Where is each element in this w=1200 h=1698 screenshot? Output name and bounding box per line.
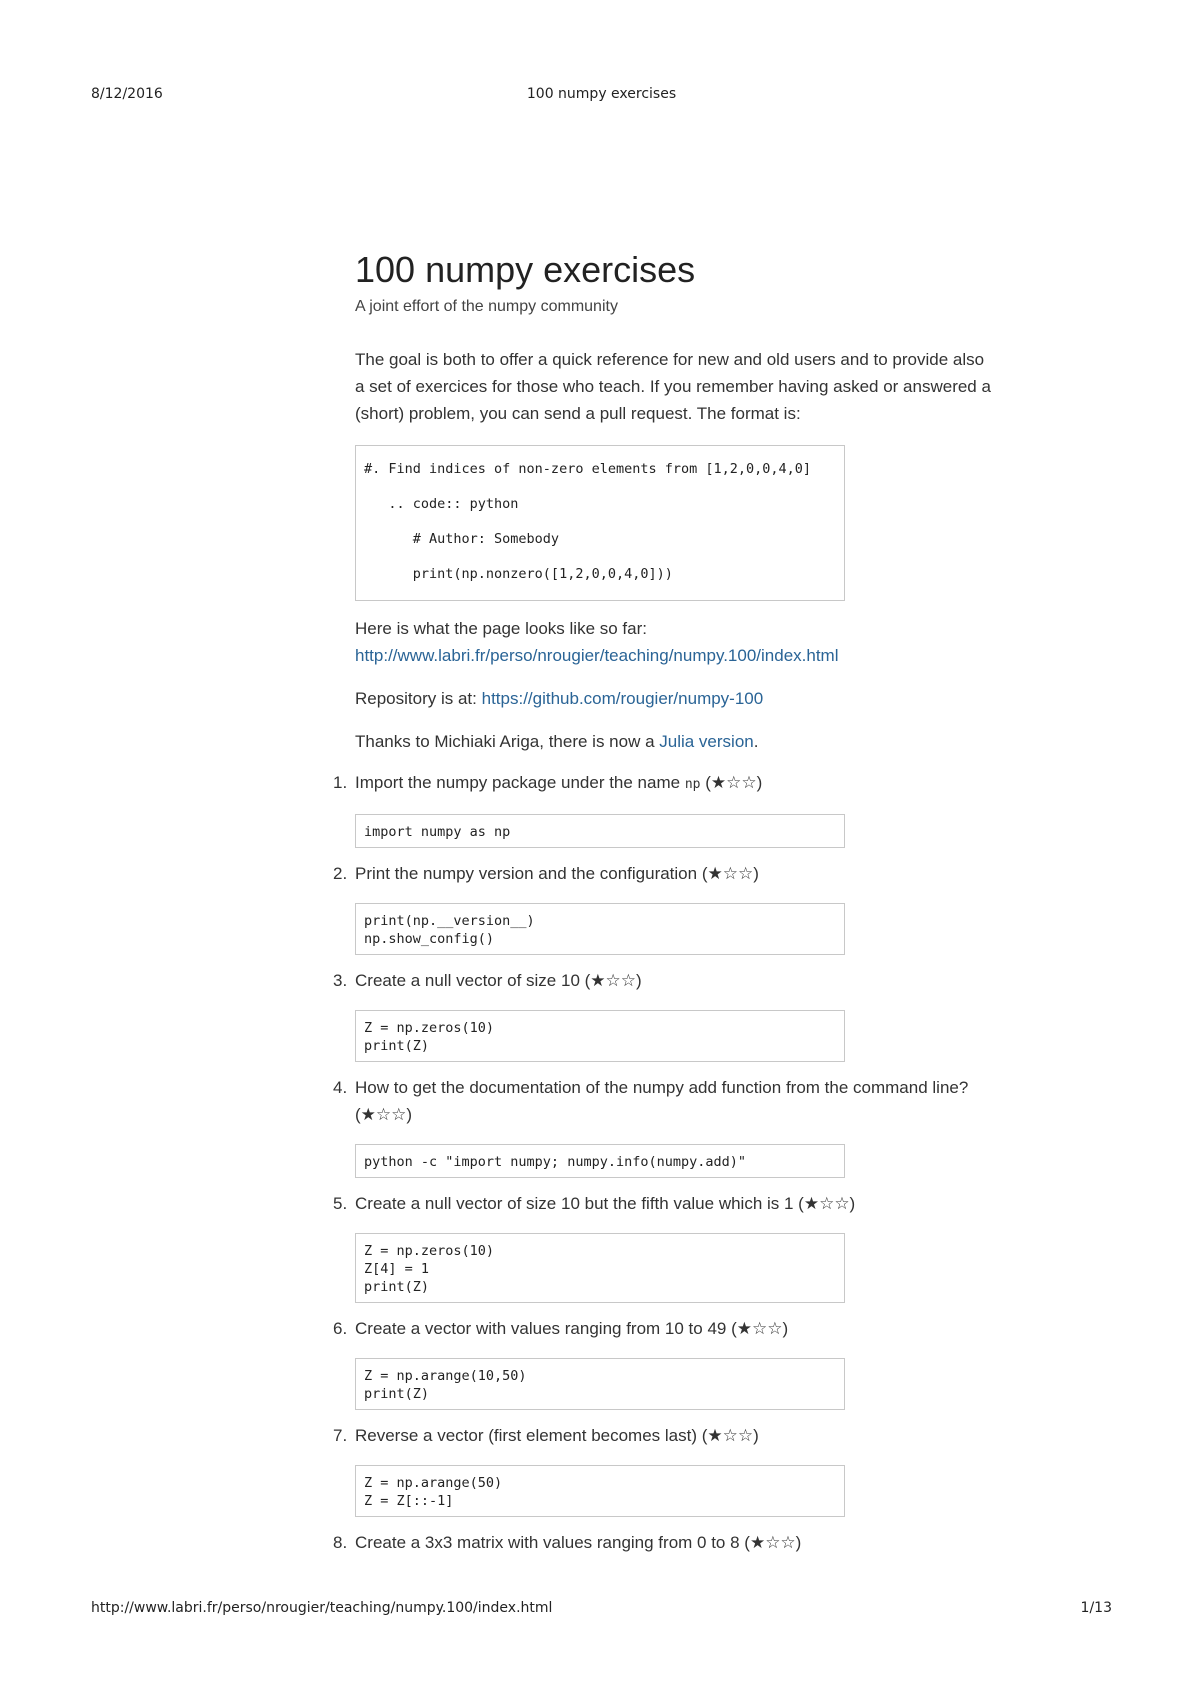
page-so-far-text: Here is what the page looks like so far: (355, 619, 647, 638)
exercise-number: 8. (333, 1533, 348, 1552)
exercise-item (333, 769, 995, 848)
print-header (91, 86, 1112, 106)
print-title: 100 numpy exercises (526, 86, 677, 102)
thanks-text: Thanks to Michiaki Ariga, there is now a (355, 732, 660, 751)
thanks-paragraph (355, 728, 995, 755)
repository-link[interactable]: https://github.com/rougier/numpy-100 (481, 689, 764, 708)
exercise-item (333, 1422, 995, 1517)
exercise-question: Print the numpy version and the configuration (★☆☆) (355, 864, 759, 883)
format-code-block (355, 445, 845, 601)
exercise-number: 1. (333, 773, 348, 792)
exercise-item (333, 1529, 995, 1556)
code-line: print(np.nonzero([1,2,0,0,4,0])) (364, 566, 673, 582)
julia-version-link[interactable]: Julia version (659, 732, 754, 751)
exercise-code: Z = np.zeros(10) Z[4] = 1 print(Z) (355, 1233, 845, 1303)
exercise-code: python -c "import numpy; numpy.info(numpy.add)" (355, 1144, 845, 1178)
repository-paragraph (355, 685, 995, 712)
exercise-question (355, 769, 995, 798)
print-footer (91, 1600, 1112, 1620)
code-line: #. Find indices of non-zero elements from [1,2,0,0,4,0] (364, 461, 812, 477)
inline-code: np (684, 777, 701, 792)
exercise-question: Reverse a vector (first element becomes last) (★☆☆) (355, 1426, 759, 1445)
exercise-code: print(np.__version__) np.show_config() (355, 903, 845, 955)
exercise-number: 5. (333, 1194, 348, 1213)
repository-text: Repository is at: (355, 689, 482, 708)
print-date: 8/12/2016 (91, 86, 163, 102)
exercise-question: Create a null vector of size 10 (★☆☆) (355, 971, 642, 990)
exercise-item (333, 967, 995, 1062)
exercise-number: 7. (333, 1426, 348, 1445)
exercise-code: Z = np.zeros(10) print(Z) (355, 1010, 845, 1062)
code-line: # Author: Somebody (364, 531, 560, 547)
exercise-code: import numpy as np (355, 814, 845, 848)
exercise-item (333, 1074, 995, 1178)
exercise-number: 6. (333, 1319, 348, 1338)
exercise-number: 4. (333, 1078, 348, 1097)
exercise-item (333, 1190, 995, 1303)
page-title: 100 numpy exercises (355, 249, 696, 290)
exercise-item (333, 1315, 995, 1410)
print-page-number: 1/13 (1080, 1600, 1112, 1616)
page-so-far-link[interactable]: http://www.labri.fr/perso/nrougier/teaching/numpy.100/index.html (355, 646, 839, 665)
code-line: .. code:: python (364, 496, 519, 512)
page-subtitle: A joint effort of the numpy community (355, 298, 618, 315)
page-so-far-paragraph (355, 615, 995, 669)
exercise-code: Z = np.arange(50) Z = Z[::-1] (355, 1465, 845, 1517)
exercise-code: Z = np.arange(10,50) print(Z) (355, 1358, 845, 1410)
exercise-question: How to get the documentation of the numpy add function from the command line? (★☆☆) (355, 1078, 969, 1124)
exercise-item (333, 860, 995, 955)
exercise-number: 3. (333, 971, 348, 990)
exercise-question: Create a 3x3 matrix with values ranging from 0 to 8 (★☆☆) (355, 1533, 802, 1552)
exercise-question: Create a null vector of size 10 but the fifth value which is 1 (★☆☆) (355, 1194, 856, 1213)
question-text: Import the numpy package under the name (355, 773, 685, 792)
exercise-number: 2. (333, 864, 348, 883)
exercise-list (333, 769, 995, 1556)
intro-paragraph: The goal is both to offer a quick reference for new and old users and to provide also a set of exercices for those who teach. If you remember having asked or answered a (short) problem, you can send a pull request. The format is: (355, 350, 991, 423)
document-body (333, 248, 995, 1556)
thanks-end: . (753, 732, 759, 751)
print-url: http://www.labri.fr/perso/nrougier/teaching/numpy.100/index.html (91, 1600, 553, 1616)
exercise-question: Create a vector with values ranging from 10 to 49 (★☆☆) (355, 1319, 789, 1338)
question-text-end: (★☆☆) (700, 773, 763, 792)
